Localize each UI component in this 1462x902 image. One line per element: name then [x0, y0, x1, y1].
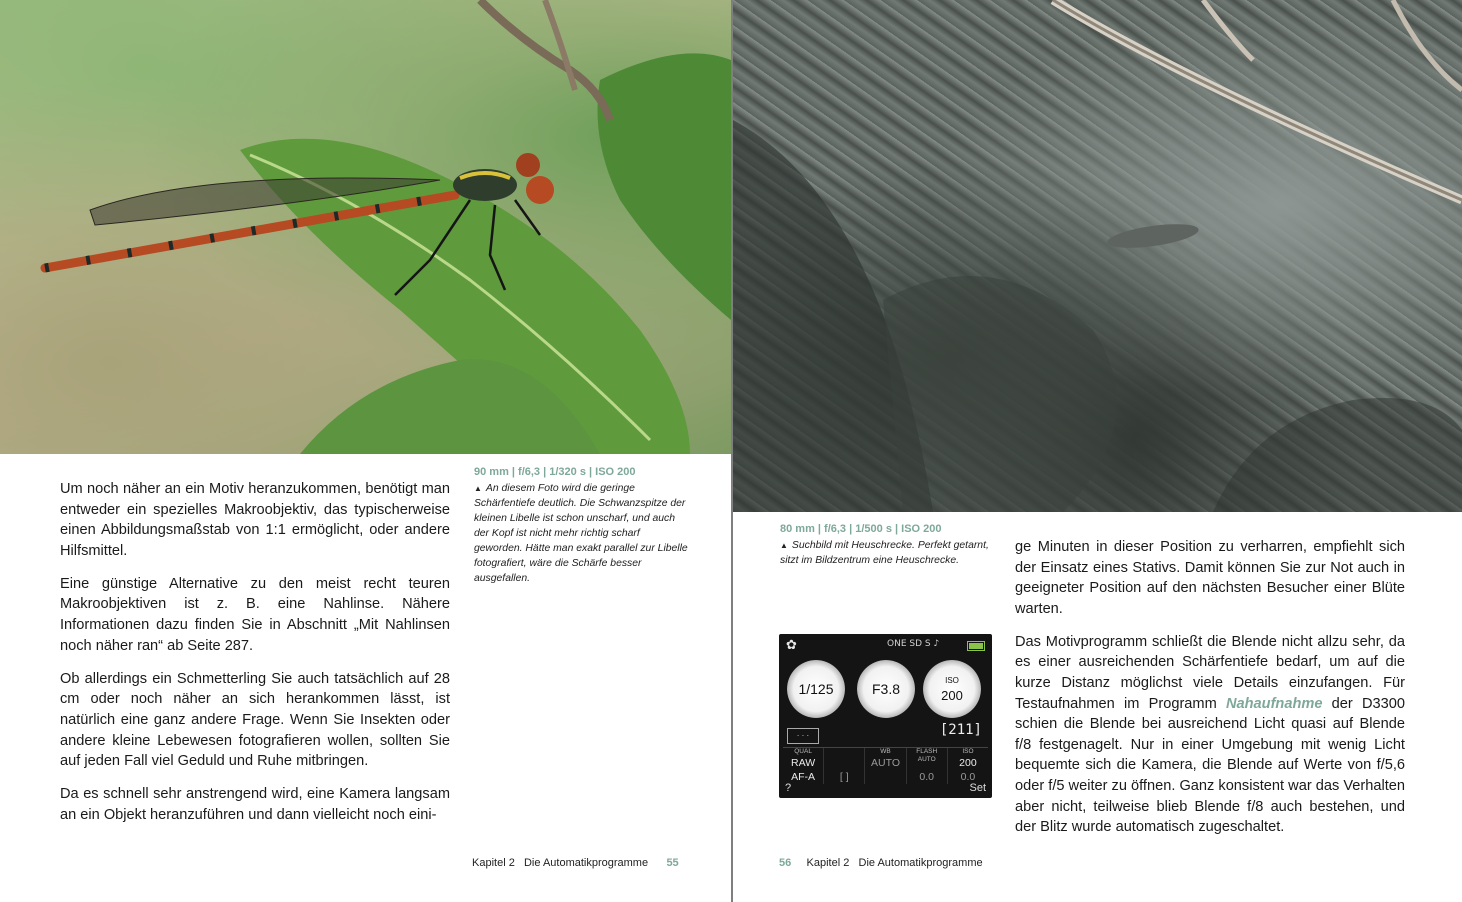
rock-illustration [733, 0, 1462, 512]
right-page [733, 0, 1462, 902]
settings-cell: AUTO [907, 756, 948, 770]
page-footer [472, 857, 679, 869]
settings-cell: AUTO [865, 756, 906, 770]
settings-cell: RAW [783, 756, 824, 770]
body-text [1015, 537, 1405, 850]
settings-cell: [ ] [824, 770, 865, 784]
caption-body: An diesem Foto wird die geringe Schärfentiefe deutlich. Die Schwanzspitze der kleinen Libelle ist schon unscharf, und auch der Kopf ist nicht mehr richtig scharf geworden. Hätte man exakt parallel zur Libelle fotografiert, wäre die Schärfe besser ausgefallen. [474, 483, 688, 584]
settings-cell: 200 [959, 757, 977, 769]
page-number: 56 [779, 857, 792, 869]
settings-row [783, 770, 988, 784]
aperture-dial: F3.8 [857, 660, 915, 718]
footer-chapter-title: Die Automatikprogramme [523, 857, 649, 869]
iso-dial [923, 660, 981, 718]
settings-header-cell: FLASH [907, 748, 948, 756]
settings-cell: AF-A [783, 770, 824, 784]
body-text [60, 479, 450, 838]
settings-header-cell: ISO [962, 748, 974, 755]
battery-icon [967, 641, 985, 651]
camera-settings-grid [783, 747, 988, 784]
settings-header-row [783, 748, 988, 756]
caption-body: Suchbild mit Heuschrecke. Perfekt getarnt, sitzt im Bildzentrum eine Heuschrecke. [780, 540, 989, 566]
triangle-up-icon: ▲ [474, 484, 482, 493]
shots-remaining: [211] [939, 722, 982, 738]
af-area-icon: · · · [787, 728, 819, 744]
caption-exif: 80 mm | f/6,3 | 1/500 s | ISO 200 [780, 523, 942, 535]
iso-label: ISO [945, 676, 959, 685]
triangle-up-icon: ▲ [780, 541, 788, 550]
paragraph: Da es schnell sehr anstrengend wird, eine Kamera langsam an ein Objekt heranzuführen und dann vielleicht noch eini- [60, 786, 450, 823]
paragraph-part: der D3300 schien die Blende bei ausreichend Licht quasi auf Blende f/8 festgenagelt. Nur in einer Umgebung mit wenig Licht bequemte sich die Kamera, die Blende auf Werte von f/5,6 oder f/5 weiter zu öffnen. Ganz konsistent war das Verhalten aber nicht, teilweise blieb Blende f/8 auch bestehen, und der Blitz wurde automatisch zugeschaltet. [1015, 695, 1406, 836]
set-label: Set [969, 782, 986, 794]
shutter-dial: 1/125 [787, 660, 845, 718]
settings-row [783, 756, 988, 770]
paragraph [1015, 632, 1405, 838]
paragraph: Ob allerdings ein Schmetterling Sie auch tatsächlich auf 28 cm oder noch näher an sich herankommen lässt, ist natürlich eine ganz andere Frage. Wenn Sie Insekten oder andere kleine Lebewesen fotografieren wollen, sollten Sie auf jeden Fall viel Geduld und Ruhe mitbringen. [60, 670, 450, 770]
paragraph-part: Das Motivprogramm schließt die Blende nicht allzu sehr, da es einer ausreichenden Schärfentiefe bedarf, um auf die kurze Distanz möglichst viele Details einzufangen. Für Testaufnahmen im Programm [1015, 633, 1405, 712]
dragonfly-photo [0, 0, 731, 454]
paragraph: ge Minuten in dieser Position zu verharren, empfiehlt sich der Einsatz eines Stativs. Damit können Sie zur Not auch in geeigneter Position auf den nächsten Besucher einer Blüte warten. [1015, 539, 1405, 617]
footer-chapter: Kapitel 2 [806, 857, 850, 869]
caption-text [474, 481, 689, 586]
settings-cell [824, 756, 865, 770]
footer-chapter: Kapitel 2 [472, 857, 515, 869]
grasshopper-photo [733, 0, 1462, 512]
camera-status-bar [779, 634, 992, 656]
settings-cell: 0.0 [960, 771, 976, 783]
camera-status: ONE SD S ♪ [887, 639, 940, 649]
help-icon: ? [785, 782, 792, 794]
camera-screen [779, 634, 992, 798]
settings-header-cell: WB [865, 748, 906, 756]
photo-caption [474, 465, 689, 586]
photo-caption [780, 522, 995, 568]
page-number: 55 [666, 857, 679, 869]
settings-header-cell [824, 748, 865, 756]
settings-header-cell: QUAL [783, 748, 824, 756]
paragraph: Um noch näher an ein Motiv heranzukommen, benötigt man entweder ein spezielles Makroobjektiv, das typischerweise einen Abbildungsmaßstab von 1:1 ermöglicht, oder andere Hilfsmittel. [60, 481, 450, 559]
dragonfly-illustration [0, 0, 731, 454]
iso-value: 200 [941, 688, 963, 703]
footer-chapter-title: Die Automatikprogramme [858, 857, 983, 869]
settings-cell [865, 770, 906, 784]
caption-text [780, 538, 995, 568]
flower-icon: ✿ [786, 637, 797, 652]
settings-cell: 0.0 [907, 770, 948, 784]
page-footer [779, 857, 983, 869]
caption-exif: 90 mm | f/6,3 | 1/320 s | ISO 200 [474, 466, 636, 478]
paragraph: Eine günstige Alternative zu den meist recht teuren Makroobjektiven ist z. B. eine Nahlinse. Nähere Informationen dazu finden Sie in Abschnitt „Mit Nahlinsen noch näher ran“ ab Seite 287. [60, 575, 450, 654]
program-name-emphasis: Nahaufnahme [1225, 695, 1323, 712]
